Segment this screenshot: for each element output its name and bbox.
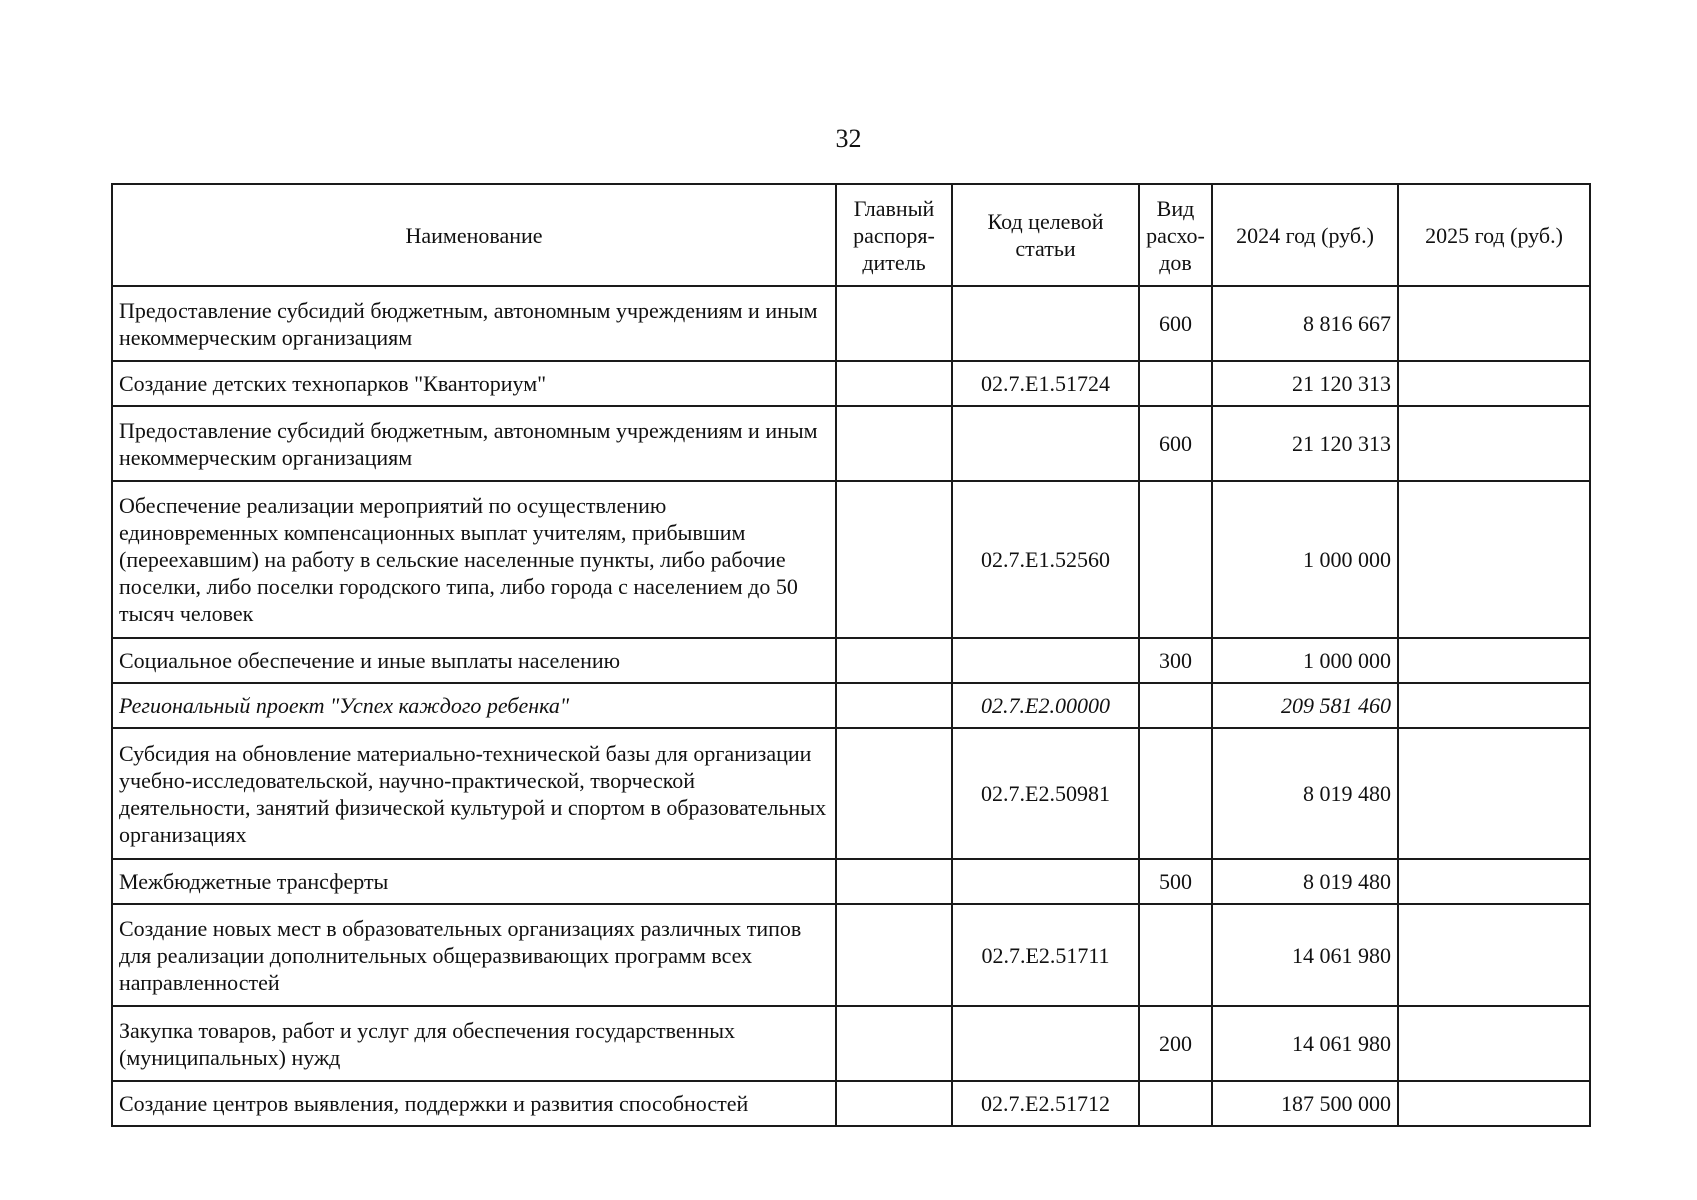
page-number: 32 [835, 124, 862, 153]
cell-name: Межбюджетные трансферты [112, 859, 836, 904]
table-row [112, 406, 1590, 481]
cell-code [952, 1006, 1139, 1081]
cell-manager [836, 728, 952, 859]
cell-2025 [1398, 361, 1590, 406]
cell-manager [836, 286, 952, 361]
cell-name: Предоставление субсидий бюджетным, автономным учреждениям и иным некоммерческим организациям [112, 406, 836, 481]
cell-name: Предоставление субсидий бюджетным, автономным учреждениям и иным некоммерческим организациям [112, 286, 836, 361]
cell-code: 02.7.E2.51712 [952, 1081, 1139, 1126]
cell-2025 [1398, 1006, 1590, 1081]
cell-manager [836, 481, 952, 638]
cell-code [952, 859, 1139, 904]
cell-code [952, 638, 1139, 683]
cell-name: Региональный проект "Успех каждого ребенка" [112, 683, 836, 728]
cell-2024: 8 816 667 [1212, 286, 1398, 361]
cell-vid [1139, 904, 1212, 1006]
table-row [112, 481, 1590, 638]
cell-code [952, 406, 1139, 481]
cell-vid: 300 [1139, 638, 1212, 683]
cell-vid [1139, 683, 1212, 728]
header-2025: 2025 год (руб.) [1398, 184, 1590, 286]
cell-code: 02.7.E1.52560 [952, 481, 1139, 638]
cell-name: Социальное обеспечение и иные выплаты населению [112, 638, 836, 683]
cell-name: Субсидия на обновление материально-технической базы для организации учебно-исследовательской, научно-практической, творческой деятельности, занятий физической культурой и спортом в образовательных организациях [112, 728, 836, 859]
cell-2024: 187 500 000 [1212, 1081, 1398, 1126]
cell-2024: 14 061 980 [1212, 1006, 1398, 1081]
cell-manager [836, 904, 952, 1006]
cell-2024: 14 061 980 [1212, 904, 1398, 1006]
table-row [112, 1081, 1590, 1126]
cell-2025 [1398, 481, 1590, 638]
cell-vid [1139, 1081, 1212, 1126]
cell-manager [836, 406, 952, 481]
cell-manager [836, 859, 952, 904]
cell-2025 [1398, 859, 1590, 904]
cell-2024: 1 000 000 [1212, 638, 1398, 683]
cell-code: 02.7.E1.51724 [952, 361, 1139, 406]
header-vid: Вид расхо-дов [1139, 184, 1212, 286]
cell-2025 [1398, 1081, 1590, 1126]
table-row [112, 859, 1590, 904]
cell-name: Создание центров выявления, поддержки и развития способностей [112, 1081, 836, 1126]
header-2024: 2024 год (руб.) [1212, 184, 1398, 286]
cell-vid: 200 [1139, 1006, 1212, 1081]
table-row [112, 638, 1590, 683]
cell-vid [1139, 481, 1212, 638]
cell-manager [836, 683, 952, 728]
cell-manager [836, 638, 952, 683]
cell-code: 02.7.E2.51711 [952, 904, 1139, 1006]
cell-2024: 8 019 480 [1212, 728, 1398, 859]
header-manager: Главный распоря-дитель [836, 184, 952, 286]
cell-vid: 600 [1139, 286, 1212, 361]
table-row [112, 361, 1590, 406]
cell-manager [836, 361, 952, 406]
cell-code [952, 286, 1139, 361]
table-row [112, 286, 1590, 361]
cell-vid [1139, 361, 1212, 406]
cell-2024: 209 581 460 [1212, 683, 1398, 728]
cell-code: 02.7.E2.50981 [952, 728, 1139, 859]
cell-2025 [1398, 406, 1590, 481]
cell-2025 [1398, 728, 1590, 859]
cell-2024: 8 019 480 [1212, 859, 1398, 904]
cell-name: Создание детских технопарков "Кванториум" [112, 361, 836, 406]
cell-2024: 21 120 313 [1212, 406, 1398, 481]
header-name: Наименование [112, 184, 836, 286]
cell-manager [836, 1006, 952, 1081]
cell-2025 [1398, 286, 1590, 361]
table-header-row [112, 184, 1590, 286]
table-row [112, 683, 1590, 728]
cell-manager [836, 1081, 952, 1126]
cell-2025 [1398, 683, 1590, 728]
cell-vid: 600 [1139, 406, 1212, 481]
cell-2024: 21 120 313 [1212, 361, 1398, 406]
cell-code: 02.7.E2.00000 [952, 683, 1139, 728]
cell-vid: 500 [1139, 859, 1212, 904]
cell-name: Закупка товаров, работ и услуг для обеспечения государственных (муниципальных) нужд [112, 1006, 836, 1081]
cell-vid [1139, 728, 1212, 859]
cell-2024: 1 000 000 [1212, 481, 1398, 638]
table-row [112, 904, 1590, 1006]
header-code: Код целевой статьи [952, 184, 1139, 286]
table-row [112, 728, 1590, 859]
table-row [112, 1006, 1590, 1081]
cell-name: Обеспечение реализации мероприятий по осуществлению единовременных компенсационных выплат учителям, прибывшим (переехавшим) на работу в сельские населенные пункты, либо рабочие поселки, либо поселки городского типа, либо города с населением до 50 тысяч человек [112, 481, 836, 638]
cell-2025 [1398, 904, 1590, 1006]
cell-name: Создание новых мест в образовательных организациях различных типов для реализации дополнительных общеразвивающих программ всех направленностей [112, 904, 836, 1006]
cell-2025 [1398, 638, 1590, 683]
budget-table [111, 183, 1591, 1127]
